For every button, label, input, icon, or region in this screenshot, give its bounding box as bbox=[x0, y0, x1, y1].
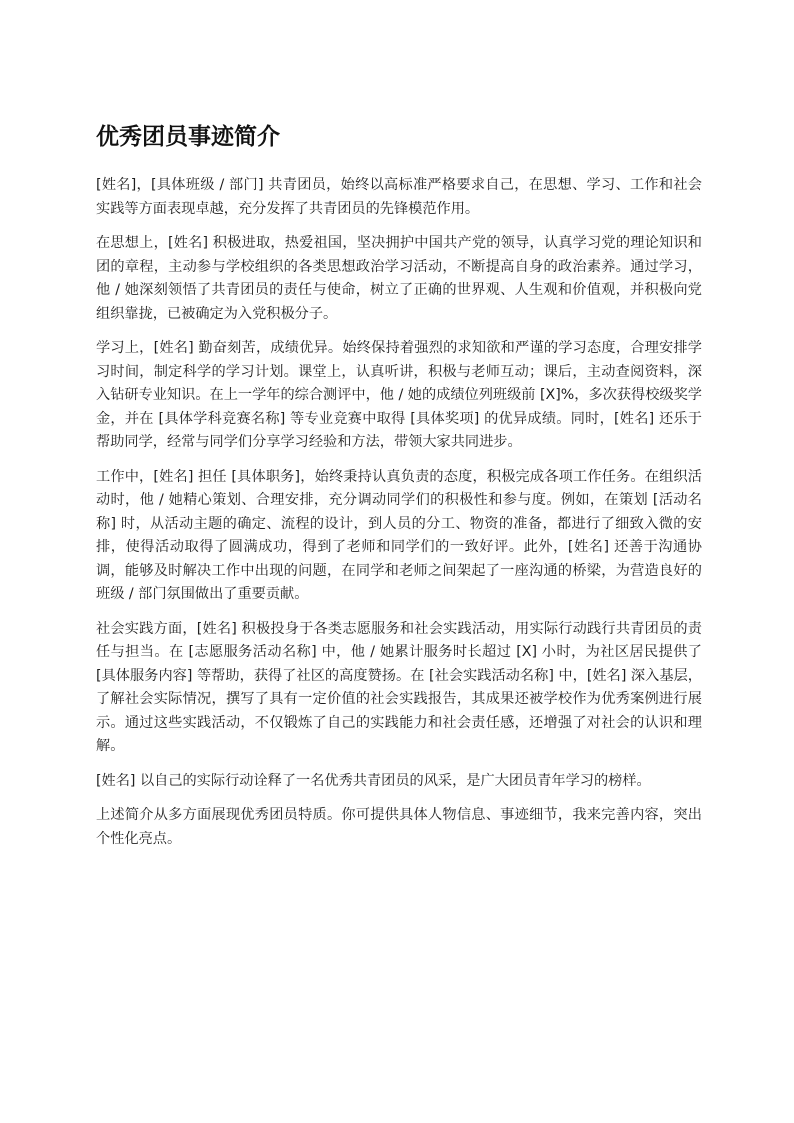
paragraph-ideology: 在思想上，[姓名] 积极进取，热爱祖国，坚决拥护中国共产党的领导，认真学习党的理论知识和团的章程，主动参与学校组织的各类思想政治学习活动，不断提高自身的政治素养。通过学习，他 / 她深刻领悟了共青团员的责任与使命，树立了正确的世界观、人生观和价值观，并积极向党组织靠拢，已被确定为入党积极分子。 bbox=[96, 235, 702, 322]
paragraph-summary: [姓名] 以自己的实际行动诠释了一名优秀共青团员的风采，是广大团员青年学习的榜样。 bbox=[96, 772, 651, 789]
document-page bbox=[96, 120, 702, 862]
paragraph-study: 学习上，[姓名] 勤奋刻苦，成绩优异。始终保持着强烈的求知欲和严谨的学习态度，合理安排学习时间，制定科学的学习计划。课堂上，认真听讲，积极与老师互动；课后，主动查阅资料，深入钻研专业知识。在上一学年的综合测评中，他 / 她的成绩位列班级前 [X]%，多次获得校级奖学金，并在 [具体学科竞赛名称] 等专业竞赛中取得 [具体奖项] 的优异成绩。同时，[姓名] 还乐于帮助同学，经常与同学们分享学习经验和方法，带领大家共同进步。 bbox=[96, 340, 702, 450]
document-title: 优秀团员事迹简介 bbox=[96, 124, 280, 150]
paragraph-work: 工作中，[姓名] 担任 [具体职务]，始终秉持认真负责的态度，积极完成各项工作任务。在组织活动时，他 / 她精心策划、合理安排，充分调动同学们的积极性和参与度。例如，在策划 [活动名称] 时，从活动主题的确定、流程的设计，到人员的分工、物资的准备，都进行了细致入微的安排，使得活动取得了圆满成功，得到了老师和同学们的一致好评。此外，[姓名] 还善于沟通协调，能够及时解决工作中出现的问题，在同学和老师之间架起了一座沟通的桥梁，为营造良好的班级 / 部门氛围做出了重要贡献。 bbox=[96, 468, 702, 602]
paragraph-intro: [姓名]，[具体班级 / 部门] 共青团员，始终以高标准严格要求自己，在思想、学习、工作和社会实践等方面表现卓越，充分发挥了共青团员的先锋模范作用。 bbox=[96, 177, 702, 217]
paragraph-social-practice: 社会实践方面，[姓名] 积极投身于各类志愿服务和社会实践活动，用实际行动践行共青团员的责任与担当。在 [志愿服务活动名称] 中，他 / 她累计服务时长超过 [X] 小时，为社区居民提供了 [具体服务内容] 等帮助，获得了社区的高度赞扬。在 [社会实践活动名称] 中，[姓名] 深入基层，了解社会实际情况，撰写了具有一定价值的社会实践报告，其成果还被学校作为优秀案例进行展示。通过这些实践活动，不仅锻炼了自己的实践能力和社会责任感，还增强了对社会的认识和理解。 bbox=[96, 620, 702, 754]
paragraph-note: 上述简介从多方面展现优秀团员特质。你可提供具体人物信息、事迹细节，我来完善内容，突出个性化亮点。 bbox=[96, 807, 702, 847]
